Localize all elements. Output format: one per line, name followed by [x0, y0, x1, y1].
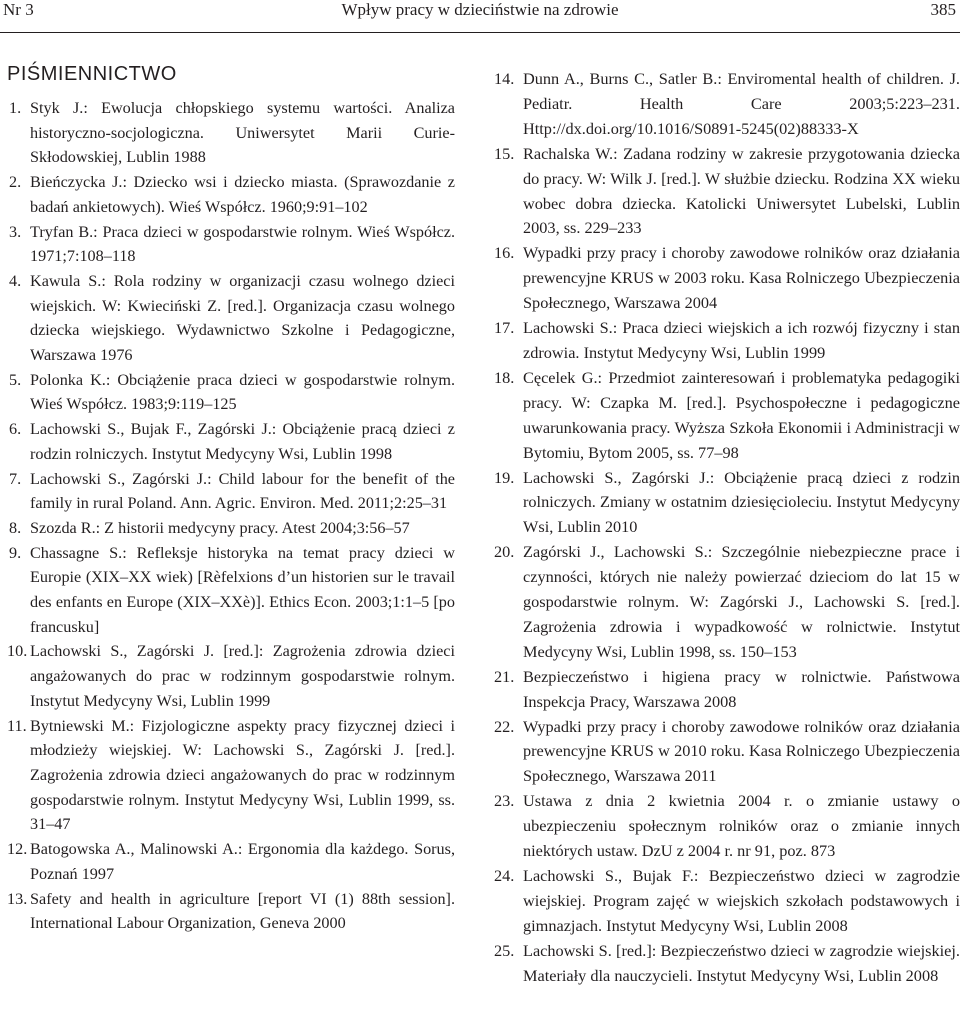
reference-text: Lachowski S., Bujak F.: Bezpieczeństwo dzieci w zagrodzie wiejskiej. Program zajęć w wiejskich szkołach podstawowych i gimnazjach. Instytut Medycyny Wsi, Lublin 2008	[523, 866, 960, 935]
reference-number: 11.	[7, 716, 27, 735]
reference-item	[494, 366, 960, 466]
reference-text: Lachowski S. [red.]: Bezpieczeństwo dzieci w zagrodzie wiejskiej. Materiały dla nauczycieli. Instytut Medycyny Wsi, Lublin 2008	[523, 940, 960, 985]
reference-number: 4.	[9, 271, 22, 290]
reference-number: 22.	[494, 716, 515, 736]
section-title: PIŚMIENNICTWO	[7, 63, 177, 85]
reference-number: 10.	[7, 642, 28, 661]
reference-text: Wypadki przy pracy i choroby zawodowe rolników oraz działania prewencyjne KRUS w 2003 roku. Kasa Rolniczego Ubezpieczenia Społecznego, Warszawa 2004	[523, 243, 960, 313]
reference-text: Bieńczycka J.: Dziecko wsi i dziecko miasta. (Sprawozdanie z badań ankietowych). Wieś Współcz. 1960;9:91–102	[30, 173, 455, 216]
reference-number: 1.	[9, 99, 22, 117]
reference-number: 2.	[9, 173, 22, 192]
reference-item	[7, 837, 455, 886]
reference-item	[7, 269, 455, 368]
left-column	[7, 62, 455, 936]
reference-item	[7, 170, 455, 219]
reference-number: 9.	[9, 543, 22, 562]
reference-number: 5.	[9, 370, 22, 389]
running-header	[0, 0, 960, 33]
running-title: Wpływ pracy w dzieciństwie na zdrowie	[341, 0, 619, 19]
reference-item	[7, 467, 455, 516]
reference-text: Lachowski S., Zagórski J.: Child labour for the benefit of the family in rural Poland. Ann. Agric. Environ. Med. 2011;2:25–31	[30, 469, 455, 513]
issue-number: Nr 3	[3, 0, 34, 19]
reference-number: 6.	[9, 420, 22, 439]
reference-number: 25.	[494, 940, 515, 960]
reference-item	[7, 714, 455, 838]
reference-item	[494, 789, 960, 864]
reference-text: Wypadki przy pracy i choroby zawodowe rolników oraz działania prewencyjne KRUS w 2010 roku. Kasa Rolniczego Ubezpieczenia Społecznego, Warszawa 2011	[523, 716, 960, 786]
reference-number: 18.	[494, 367, 515, 387]
reference-item	[494, 864, 960, 939]
reference-item	[494, 142, 960, 242]
reference-text: Rachalska W.: Zadana rodziny w zakresie przygotowania dziecka do pracy. W: Wilk J. [red.]. W służbie dziecku. Rodzina XX wieku wobec dobra dziecka. Katolicki Uniwersytet Lubelski, Lublin 2003, ss. 229–233	[523, 143, 960, 238]
reference-number: 7.	[9, 469, 22, 488]
reference-text: Tryfan B.: Praca dzieci w gospodarstwie rolnym. Wieś Współcz. 1971;7:108–118	[30, 222, 455, 266]
reference-number: 13.	[7, 889, 28, 908]
reference-number: 21.	[494, 666, 515, 686]
reference-text: Styk J.: Ewolucja chłopskiego systemu wartości. Analiza historyczno-socjologiczna. Uniwersytet Marii Curie-Skłodowskiej, Lublin 1988	[30, 99, 455, 167]
reference-number: 3.	[9, 222, 22, 241]
reference-number: 17.	[494, 318, 515, 338]
reference-item	[494, 715, 960, 790]
reference-text: Polonka K.: Obciążenie praca dzieci w gospodarstwie rolnym. Wieś Współcz. 1983;9:119–125	[30, 370, 455, 414]
reference-item	[7, 220, 455, 269]
reference-number: 15.	[494, 143, 515, 163]
reference-item	[7, 639, 455, 713]
reference-item	[494, 939, 960, 989]
reference-text: Bezpieczeństwo i higiena pracy w rolnictwie. Państwowa Inspekcja Pracy, Warszawa 2008	[523, 666, 960, 711]
reference-text: Szozda R.: Z historii medycyny pracy. Atest 2004;3:56–57	[30, 518, 410, 537]
reference-item	[494, 466, 960, 541]
reference-text: Lachowski S., Zagórski J. [red.]: Zagrożenia zdrowia dzieci angażowanych do prac w rodzinnym gospodarstwie rolnym. Instytut Medycyny Wsi, Lublin 1999	[30, 642, 455, 710]
page-number: 385	[930, 0, 956, 19]
reference-item	[7, 541, 455, 640]
reference-text: Chassagne S.: Refleksje historyka na temat pracy dzieci w Europie (XIX–XX wiek) [Rèfelxions d’un historien sur le travail des enfants en Europe (XIX–XXè)]. Ethics Econ. 2003;1:1–5 [po francusku]	[30, 543, 455, 636]
reference-text: Kawula S.: Rola rodziny w organizacji czasu wolnego dzieci wiejskich. W: Kwieciński Z. [red.]. Organizacja czasu wolnego dziecka wiejskiego. Wydawnictwo Szkolne i Pedagogiczne, Warszawa 1976	[30, 271, 455, 365]
reference-number: 20.	[494, 542, 515, 562]
reference-text: Dunn A., Burns C., Satler B.: Enviromental health of children. J. Pediatr. Health Care 2003;5:223–231. Http://dx.doi.org/10.1016/S0891-5245(02)88333-X	[523, 69, 960, 138]
reference-number: 12.	[7, 840, 28, 859]
reference-number: 16.	[494, 243, 515, 263]
reference-number: 19.	[494, 467, 515, 487]
reference-text: Cęcelek G.: Przedmiot zainteresowań i problematyka pedagogiki pracy. W: Czapka M. [red.]. Psychospołeczne i pedagogiczne uwarunkowania pracy. Wyższa Szkoła Ekonomii i Administracji w Bytomiu, Bytom 2005, ss. 77–98	[523, 367, 960, 462]
reference-item	[494, 665, 960, 715]
reference-number: 8.	[9, 518, 22, 537]
reference-text: Bytniewski M.: Fizjologiczne aspekty pracy fizycznej dzieci i młodzieży wiejskiej. W: Lachowski S., Zagórski J. [red.]. Zagrożenia zdrowia dzieci angażowanych do prac w rodzinnym gospodarstwie rolnym. Instytut Medycyny Wsi, Lublin 1999, ss. 31–47	[30, 716, 455, 834]
reference-item	[7, 417, 455, 466]
right-column	[494, 67, 960, 989]
reference-list-left	[7, 96, 455, 936]
reference-item	[494, 67, 960, 142]
reference-text: Lachowski S., Zagórski J.: Obciążenie pracą dzieci z rodzin rolniczych. Zmiany w ostatnim dziesięcioleciu. Instytut Medycyny Wsi, Lublin 2010	[523, 467, 960, 537]
reference-item	[7, 96, 455, 170]
reference-text: Lachowski S., Bujak F., Zagórski J.: Obciążenie pracą dzieci z rodzin rolniczych. Instytut Medycyny Wsi, Lublin 1998	[30, 420, 455, 463]
reference-number: 24.	[494, 866, 515, 885]
reference-text: Ustawa z dnia 2 kwietnia 2004 r. o zmianie ustawy o ubezpieczeniu społecznym rolników oraz o zmianie innych niektórych ustaw. DzU z 2004 r. nr 91, poz. 873	[523, 791, 960, 861]
reference-text: Safety and health in agriculture [report VI (1) 88th session]. International Labour Organization, Geneva 2000	[30, 889, 455, 933]
reference-item	[7, 368, 455, 417]
reference-item	[494, 241, 960, 316]
reference-item	[494, 316, 960, 366]
reference-item	[494, 540, 960, 665]
reference-number: 14.	[494, 69, 515, 88]
reference-item	[7, 516, 455, 541]
reference-list-right	[494, 67, 960, 989]
reference-item	[7, 887, 455, 936]
reference-text: Lachowski S.: Praca dzieci wiejskich a ich rozwój fizyczny i stan zdrowia. Instytut Medycyny Wsi, Lublin 1999	[523, 318, 960, 362]
reference-text: Zagórski J., Lachowski S.: Szczególnie niebezpieczne prace i czynności, których nie należy powierzać dzieciom do lat 15 w gospodarstwie rolnym. W: Zagórski J., Lachowski S. [red.]. Zagrożenia zdrowia i wypadkowość w rolnictwie. Instytut Medycyny Wsi, Lublin 1998, ss. 150–153	[523, 542, 960, 661]
reference-text: Batogowska A., Malinowski A.: Ergonomia dla każdego. Sorus, Poznań 1997	[30, 840, 455, 883]
reference-number: 23.	[494, 791, 515, 811]
